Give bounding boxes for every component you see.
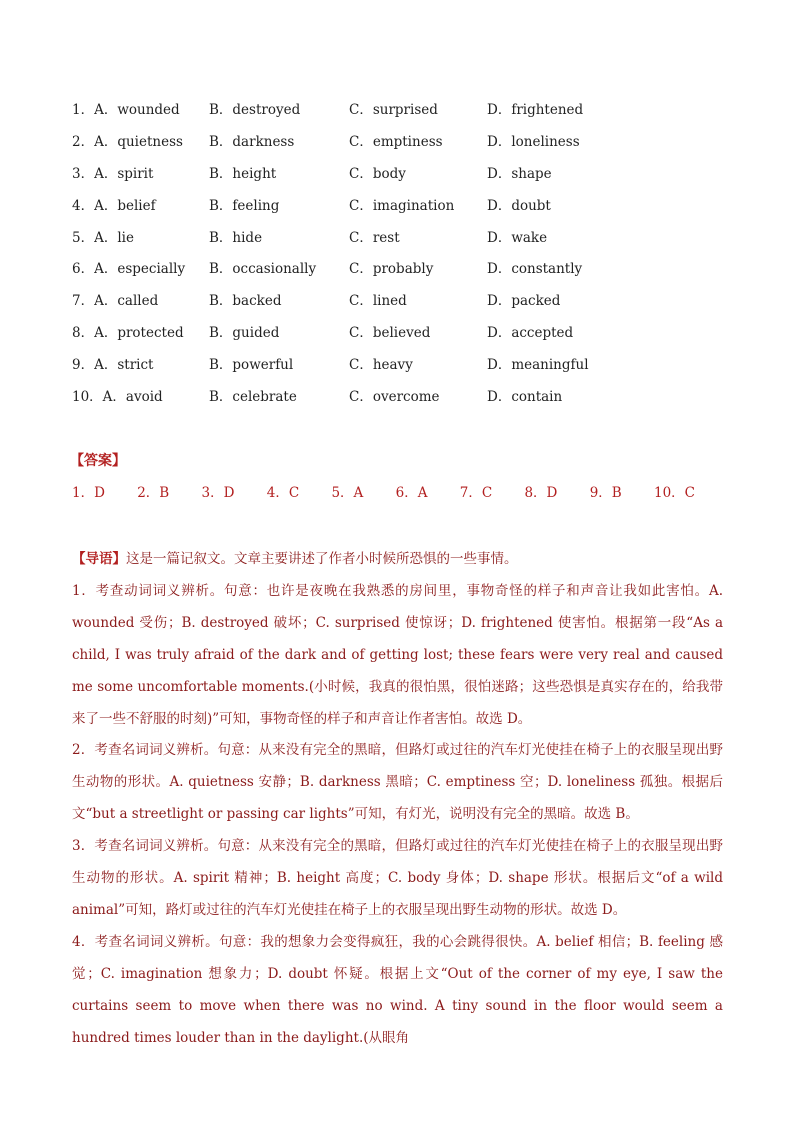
answer-item: 9．B [589, 485, 622, 501]
option-b: B．darkness [209, 133, 295, 150]
option-b: B．feeling [209, 197, 280, 214]
answer-item: 8．D [524, 485, 558, 501]
option-d: D．shape [487, 165, 552, 182]
option-a: 10．A．avoid [72, 389, 163, 406]
option-d: D．meaningful [487, 357, 589, 374]
answer-item: 2．B [137, 485, 170, 501]
lead-paragraph [72, 544, 723, 576]
question-row [72, 289, 722, 321]
option-c: C．emptiness [349, 133, 443, 150]
option-a: 8．A．protected [72, 325, 184, 342]
option-d: D．contain [487, 389, 563, 406]
option-b: B．backed [209, 293, 282, 310]
option-b: B．powerful [209, 357, 294, 374]
option-b: B．hide [209, 229, 263, 246]
lead-text: 这是一篇记叙文。文章主要讲述了作者小时候所恐惧的一些事情。 [126, 551, 518, 567]
question-row [72, 130, 722, 162]
explanation-section [72, 544, 723, 1055]
question-row [72, 321, 722, 353]
option-b: B．destroyed [209, 102, 301, 118]
explanation-paragraph: 4．考查名词词义辨析。句意：我的想象力会变得疯狂，我的心会跳得很快。A. belief 相信；B. feeling 感觉；C. imagination 想象力；D. doubt 怀疑。根据上文“Out of the corner of my eye, I saw the curtains seem to move when there was no wind. A tiny sound in the floor would seem a hundred times louder than in the daylight.(从眼角 [72, 933, 723, 1046]
explanation-paragraph: 3．考查名词词义辨析。句意：从来没有完全的黑暗，但路灯或过往的汽车灯光使挂在椅子上的衣服呈现出野生动物的形状。A. spirit 精神；B. height 高度；C. body 身体；D. shape 形状。根据后文“of a wild animal”可知，路灯或过往的汽车灯光使挂在椅子上的衣服呈现出野生动物的形状。故选 D。 [72, 838, 723, 918]
question-row [72, 385, 722, 417]
answer-item: 5．A [331, 485, 364, 501]
option-d: D．packed [487, 293, 561, 310]
option-a: 9．A．strict [72, 357, 154, 374]
option-b: B．height [209, 165, 277, 182]
option-c: C．lined [349, 293, 407, 310]
option-c: C．believed [349, 325, 431, 342]
answer-key [72, 481, 723, 501]
answer-item: 10．C [654, 485, 696, 501]
question-options-table [72, 98, 722, 417]
answer-item: 6．A [395, 485, 428, 501]
option-c: C．overcome [349, 389, 440, 406]
explanation-paragraph: 1．考查动词词义辨析。句意：也许是夜晚在我熟悉的房间里，事物奇怪的样子和声音让我如此害怕。A. wounded 受伤；B. destroyed 破坏；C. surprised 使惊讶；D. frightened 使害怕。根据第一段“As a child, I was truly afraid of the dark and of getting lost; these fears were very real and caused me some uncomfortable moments.(小时候，我真的很怕黑，很怕迷路；这些恐惧是真实存在的，给我带来了一些不舒服的时刻)”可知，事物奇怪的样子和声音让作者害怕。故选 D。 [72, 582, 723, 727]
answer-item: 4．C [266, 485, 300, 501]
option-a: 4．A．belief [72, 197, 156, 214]
question-row [72, 98, 722, 130]
option-a: 1．A．wounded [72, 102, 180, 118]
option-d: D．wake [487, 229, 548, 246]
option-d: D．constantly [487, 261, 583, 278]
answer-heading: 【答案】 [70, 453, 126, 469]
option-b: B．guided [209, 325, 280, 342]
option-c: C．rest [349, 229, 400, 246]
explanation-paragraph: 2．考查名词词义辨析。句意：从来没有完全的黑暗，但路灯或过往的汽车灯光使挂在椅子上的衣服呈现出野生动物的形状。A. quietness 安静；B. darkness 黑暗；C. emptiness 空；D. loneliness 孤独。根据后文“but a streetlight or passing car lights”可知，有灯光，说明没有完全的黑暗。故选 B。 [72, 742, 723, 823]
option-d: D．doubt [487, 197, 551, 214]
option-d: D．loneliness [487, 133, 580, 150]
option-a: 2．A．quietness [72, 133, 183, 150]
answer-item: 1．D [72, 485, 105, 501]
option-b: B．occasionally [209, 261, 317, 278]
question-row [72, 353, 722, 385]
question-row [72, 226, 722, 258]
option-a: 5．A．lie [72, 229, 134, 246]
option-c: C．imagination [349, 197, 455, 214]
option-b: B．celebrate [209, 389, 297, 406]
option-c: C．probably [349, 261, 434, 278]
question-row [72, 194, 722, 226]
option-a: 3．A．spirit [72, 165, 154, 182]
question-row [72, 162, 722, 194]
option-a: 7．A．called [72, 293, 159, 310]
option-d: D．frightened [487, 102, 584, 118]
option-c: C．surprised [349, 102, 438, 118]
option-d: D．accepted [487, 325, 574, 342]
answer-item: 7．C [459, 485, 493, 501]
option-a: 6．A．especially [72, 261, 186, 278]
lead-tag: 【导语】 [72, 551, 126, 567]
question-row [72, 257, 722, 289]
option-c: C．heavy [349, 357, 413, 374]
answer-item: 3．D [201, 485, 235, 501]
option-c: C．body [349, 165, 406, 182]
